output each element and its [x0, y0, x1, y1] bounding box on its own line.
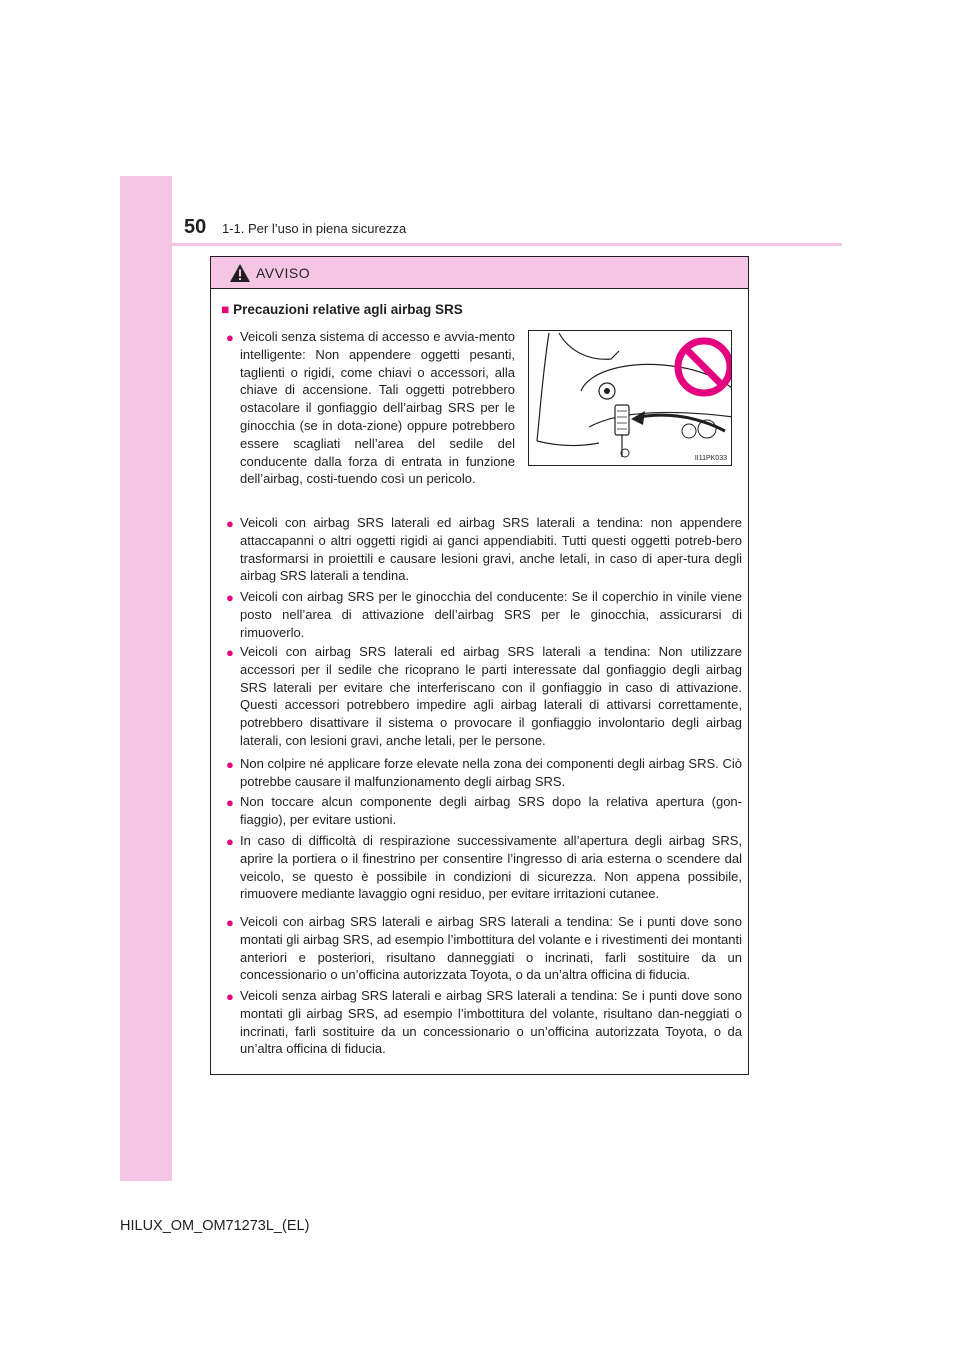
- circle-bullet-icon: ●: [226, 645, 234, 660]
- warning-item-text: Veicoli con airbag SRS laterali e airbag SRS laterali a tendina: Se i punti dove sono montati gli airbag SRS, ad esempio l’imbottitura del volante e i rivestimenti dei montanti anteriori e posteriori, risultano danneggiati o incrinati, farli sostituire da un concessionario o un’officina autorizzata Toyota, o da un’altra officina di fiducia.: [240, 914, 742, 983]
- circle-bullet-icon: ●: [226, 757, 234, 772]
- warning-item-text: Veicoli con airbag SRS laterali ed airbag SRS laterali a tendina: non appendere attaccapanni o altri oggetti rigidi ai ganci appendiabiti. Tutti questi oggetti potreb-bero trasformarsi in proiettili e causare lesioni gravi, anche letali, in caso di aper-tura degli airbag SRS laterali a tendina.: [240, 515, 742, 584]
- circle-bullet-icon: ●: [226, 516, 234, 531]
- figure-code: II11PK033: [694, 455, 727, 462]
- warning-subheading: [221, 302, 463, 317]
- chapter-sidebar: [120, 176, 172, 1181]
- page-number: 50: [184, 216, 207, 238]
- circle-bullet-icon: ●: [226, 795, 234, 810]
- warning-item: [226, 328, 515, 488]
- circle-bullet-icon: ●: [226, 989, 234, 1004]
- warning-item: [226, 514, 742, 585]
- warning-subheading-text: Precauzioni relative agli airbag SRS: [233, 302, 463, 317]
- warning-item: [226, 793, 742, 829]
- warning-box: [210, 256, 749, 1075]
- warning-item-text: Veicoli senza sistema di accesso e avvia-mento intelligente: Non appendere oggetti pesanti, taglienti o rigidi, come chiavi o accessori, alla chiave di accensione. Tali oggetti potrebbero ostacolare il gonfiaggio dell’airbag SRS per le ginocchia (se in dota-zione) oppure potrebbero essere scagliati nell’area del sedile del conducente dalla forza di entrata in funzione dell’airbag, costi-tuendo così un pericolo.: [240, 329, 515, 487]
- warning-item: [226, 832, 742, 903]
- circle-bullet-icon: ●: [226, 330, 234, 345]
- warning-item-text: Non colpire né applicare forze elevate nella zona dei componenti degli airbag SRS. Ciò potrebbe causare il malfunzionamento degli airbag SRS.: [240, 756, 742, 789]
- warning-item-text: Non toccare alcun componente degli airbag SRS dopo la relativa apertura (gon-fiaggio), per evitare ustioni.: [240, 794, 742, 827]
- warning-triangle-icon: [229, 263, 251, 283]
- warning-item: [226, 643, 742, 750]
- ignition-key-illustration: [528, 330, 732, 466]
- circle-bullet-icon: ●: [226, 915, 234, 930]
- circle-bullet-icon: ●: [226, 834, 234, 849]
- warning-title: AVVISO: [256, 264, 311, 281]
- document-code: HILUX_OM_OM71273L_(EL): [120, 1218, 310, 1234]
- warning-item: [226, 588, 742, 641]
- warning-item: [226, 987, 742, 1058]
- warning-header: [211, 257, 748, 289]
- warning-item-text: Veicoli senza airbag SRS laterali e airbag SRS laterali a tendina: Se i punti dove sono montati gli airbag SRS, ad esempio l’imbottitura del volante, risultano dan-neggiati o incrinati, farli sostituire da un concessionario o un’officina autorizzata Toyota, o da un’altra officina di fiducia.: [240, 988, 742, 1057]
- warning-item-text: Veicoli con airbag SRS laterali ed airbag SRS laterali a tendina: Non utilizzare accessori per il sedile che ricoprano le parti interessate dal gonfiaggio degli airbag SRS laterali per evitare che interferiscano con il gonfiaggio in caso di attivazione. Questi accessori potrebbero impedire agli airbag laterali di attivarsi correttamente, potrebbero disattivare il sistema o provocare il gonfiaggio involontario degli airbag laterali, con lesioni gravi, anche letali, per le persone.: [240, 644, 742, 748]
- section-title: 1-1. Per l’uso in piena sicurezza: [222, 221, 407, 236]
- warning-item-text: In caso di difficoltà di respirazione successivamente all’apertura degli airbag SRS, aprire la portiera o il finestrino per consentire l’ingresso di aria esterna o scendere dal veicolo, se questo è possibile in condizioni di sicurezza. Non appena possibile, rimuovere mediante lavaggio ogni residuo, per evitare irritazioni cutanee.: [240, 833, 742, 902]
- circle-bullet-icon: ●: [226, 590, 234, 605]
- warning-item: [226, 913, 742, 984]
- header-divider: [172, 243, 842, 246]
- warning-item-text: Veicoli con airbag SRS per le ginocchia del conducente: Se il coperchio in vinile viene posto nell’area di attivazione dell’airbag SRS per le ginocchia, assicurarsi di rimuoverlo.: [240, 589, 742, 640]
- square-bullet-icon: ■: [221, 302, 230, 317]
- warning-item: [226, 755, 742, 791]
